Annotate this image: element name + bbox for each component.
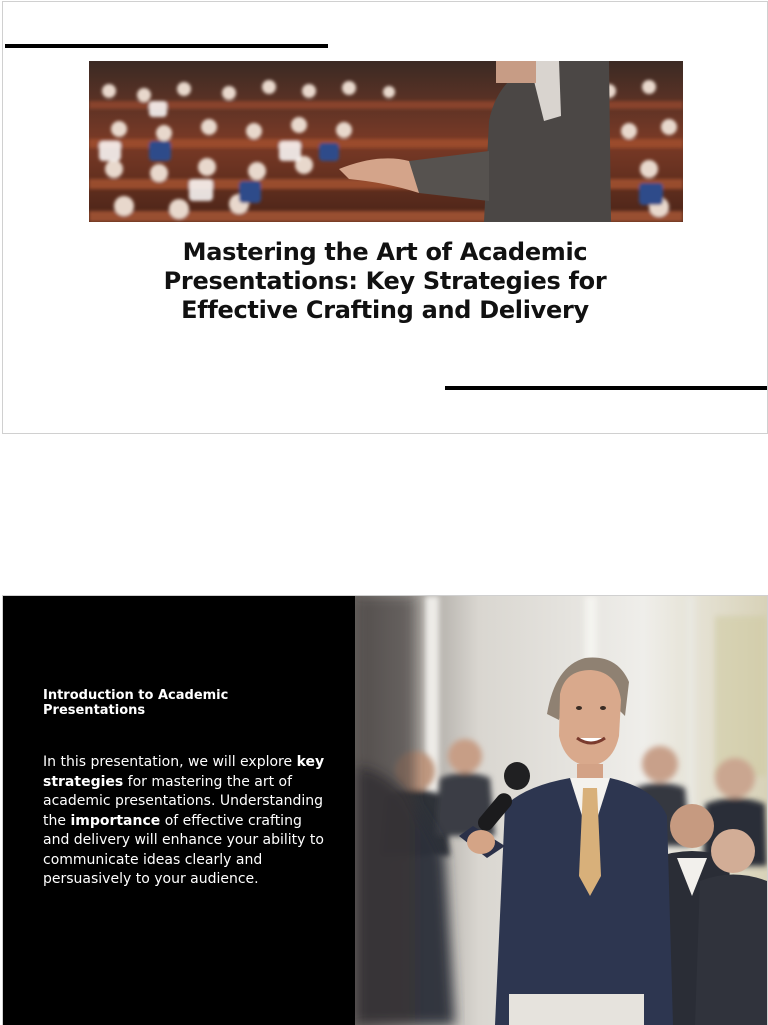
intro-paragraph [43,753,325,890]
emphasis-key-strategies: key strategies [43,754,325,790]
lecture-hall-illustration [89,61,683,222]
title-slide [2,1,768,434]
speaker-photo [355,596,767,1025]
presentation-title: Mastering the Art of Academic Presentations: Key Strategies for Effective Crafting and Delivery [163,238,607,324]
lecture-hall-photo [89,61,683,222]
top-accent-rule [5,44,328,48]
intro-text-part: In this presentation, we will explore [43,754,297,770]
introduction-slide [2,595,768,1025]
intro-text-part: of effective crafting and delivery will enhance your ability to communicate ideas clearly and persuasively to your audience. [43,812,324,887]
intro-text-part: for mastering the art of academic presentations. Understanding the [43,773,323,829]
emphasis-importance: importance [70,812,161,829]
bottom-accent-rule [445,386,767,390]
section-heading: Introduction to Academic Presentations [43,688,229,718]
speaker-illustration [355,596,767,1025]
text-panel [3,596,355,1025]
